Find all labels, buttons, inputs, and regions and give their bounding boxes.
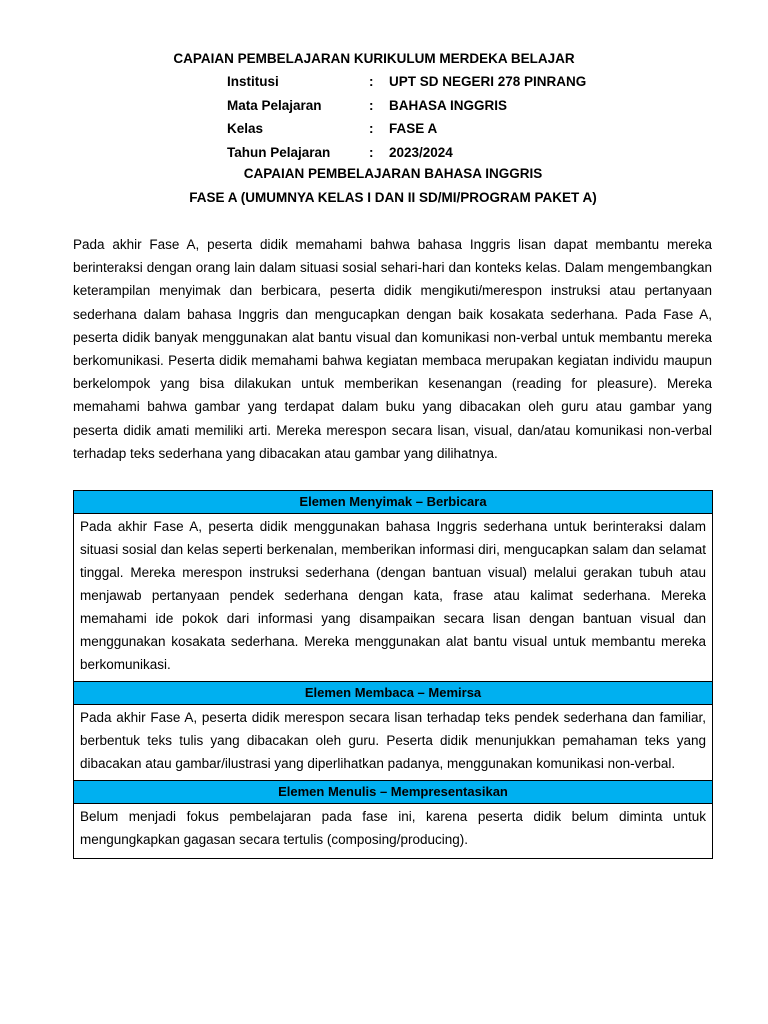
meta-row-institusi [227, 74, 586, 98]
meta-colon: : [369, 74, 374, 89]
meta-colon: : [369, 144, 374, 160]
meta-row-kelas [227, 121, 586, 145]
element-heading-membaca: Elemen Membaca – Memirsa [74, 682, 712, 705]
document-title: CAPAIAN PEMBELAJARAN KURIKULUM MERDEKA BELAJAR [173, 51, 575, 66]
meta-row-mata-pelajaran [227, 98, 586, 122]
meta-value: FASE A [389, 121, 438, 136]
element-heading-menyimak: Elemen Menyimak – Berbicara [74, 491, 712, 514]
intro-paragraph: Pada akhir Fase A, peserta didik memahami bahwa bahasa Inggris lisan dapat membantu mereka berinteraksi dengan orang lain dalam situasi sosial sehari-hari dan konteks kelas. Dalam mengembangkan keterampilan menyimak dan berbicara, peserta didik mengikuti/merespon instruksi atau pertanyaan sederhana dalam bahasa Inggris dan mengucapkan dengan baik kosakata sederhana. Pada Fase A, peserta didik banyak menggunakan alat bantu visual dan komunikasi non-verbal untuk membantu mereka berkomunikasi. Peserta didik memahami bahwa kegiatan membaca merupakan kegiatan individu maupun berkelompok yang bisa dilakukan untuk memberikan kesenangan (reading for pleasure). Mereka memahami bahwa gambar yang terdapat dalam buku yang dibacakan oleh guru atau gambar yang peserta didik amati memiliki arti. Mereka merespon secara lisan, visual, dan/atau komunikasi non-verbal terhadap teks sederhana yang dibacakan atau gambar yang dilihatnya. [73, 237, 712, 461]
element-heading-menulis: Elemen Menulis – Mempresentasikan [74, 781, 712, 804]
meta-label: Mata Pelajaran [227, 97, 322, 113]
meta-row-tahun-pelajaran [227, 145, 586, 169]
element-body-membaca: Pada akhir Fase A, peserta didik merespon secara lisan terhadap teks pendek sederhana dan familiar, berbentuk teks tulis yang dibacakan oleh guru. Peserta didik menunjukkan pemahaman teks yang dibacakan atau gambar/ilustrasi yang diperlihatkan padanya, menggunakan komunikasi non-verbal. [74, 705, 712, 781]
meta-label: Institusi [227, 74, 279, 89]
meta-colon: : [369, 121, 374, 136]
meta-value: 2023/2024 [389, 144, 453, 160]
document-meta [227, 74, 586, 168]
subtitle-fase: FASE A (UMUMNYA KELAS I DAN II SD/MI/PROGRAM PAKET A) [189, 190, 597, 205]
meta-label: Kelas [227, 121, 264, 136]
element-body-menulis: Belum menjadi fokus pembelajaran pada fase ini, karena peserta didik belum diminta untuk mengungkapkan gagasan secara tertulis (composing/producing). [80, 809, 706, 847]
meta-label: Tahun Pelajaran [227, 144, 331, 160]
element-body-menyimak: Pada akhir Fase A, peserta didik menggunakan bahasa Inggris sederhana untuk berinteraksi dalam situasi sosial dan kelas seperti berkenalan, memberikan informasi diri, mengucapkan salam dan selamat tinggal. Mereka merespon instruksi sederhana (dengan bantuan visual) melalui gerakan tubuh atau menjawab pertanyaan pendek sederhana dengan kata, frase atau kalimat sederhana. Mereka memahami ide pokok dari informasi yang disampaikan secara lisan dengan bantuan visual dan menggunakan kosakata sederhana. Mereka menggunakan alat bantu visual untuk membantu mereka berkomunikasi. [74, 514, 712, 682]
meta-value: BAHASA INGGRIS [389, 97, 508, 113]
subtitle-cp: CAPAIAN PEMBELAJARAN BAHASA INGGRIS [243, 166, 543, 181]
meta-colon: : [369, 97, 374, 113]
elements-table [73, 490, 713, 859]
meta-value: UPT SD NEGERI 278 PINRANG [389, 74, 587, 89]
